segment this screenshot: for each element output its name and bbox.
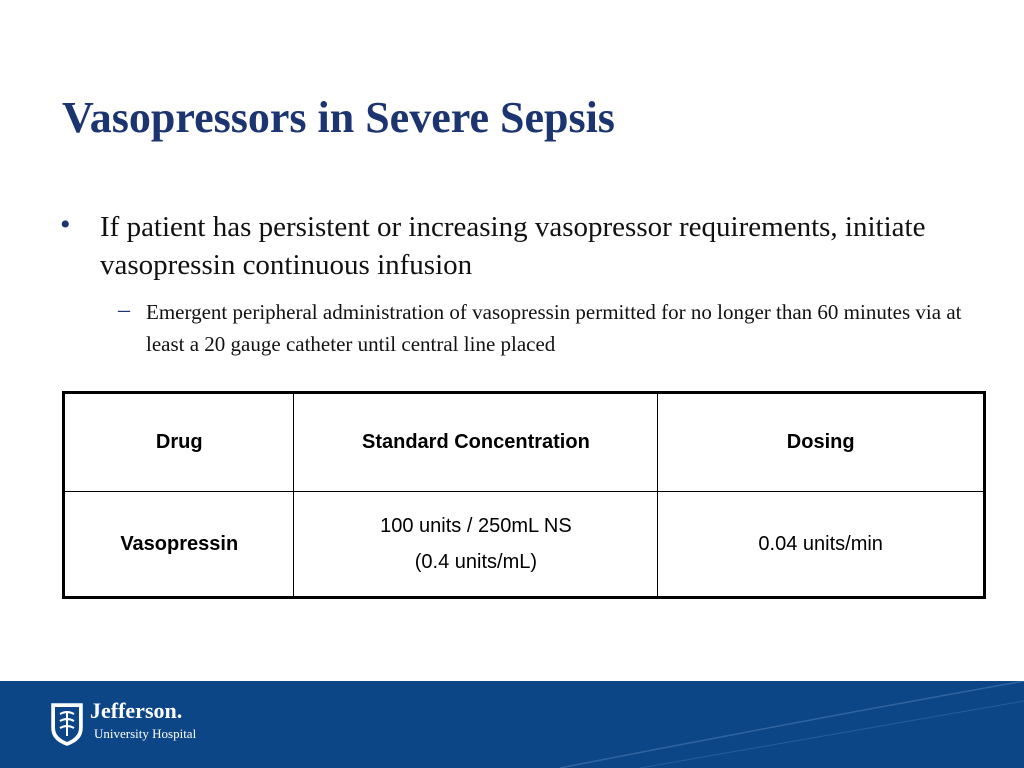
bullet-text: If patient has persistent or increasing vasopressor requirements, initiate vasopressin continuous infusion: [100, 211, 926, 281]
cell-concentration: [294, 492, 658, 598]
cell-drug: Vasopressin: [64, 492, 294, 598]
sub-bullet-marker: –: [118, 297, 130, 323]
logo-subtitle: University Hospital: [94, 726, 197, 741]
header-drug: Drug: [64, 393, 294, 492]
concentration-line-1: 100 units / 250mL NS: [380, 515, 572, 537]
sub-bullet-text: Emergent peripheral administration of vasopressin permitted for no longer than 60 minutes via at least a 20 gauge catheter until central line placed: [146, 300, 962, 356]
slide-title: Vasopressors in Severe Sepsis: [62, 93, 615, 142]
jefferson-crest-icon: [50, 702, 84, 746]
table-header-row: [64, 393, 985, 492]
logo-name: Jefferson.: [90, 698, 183, 723]
header-standard-concentration: Standard Concentration: [294, 393, 658, 492]
concentration-line-2: (0.4 units/mL): [414, 551, 538, 573]
bullet-marker: •: [60, 208, 71, 241]
cell-dosing: 0.04 units/min: [658, 492, 985, 598]
header-dosing: Dosing: [658, 393, 985, 492]
table-row: [64, 492, 985, 598]
jefferson-logo: [50, 700, 210, 750]
drug-table: [62, 391, 986, 599]
